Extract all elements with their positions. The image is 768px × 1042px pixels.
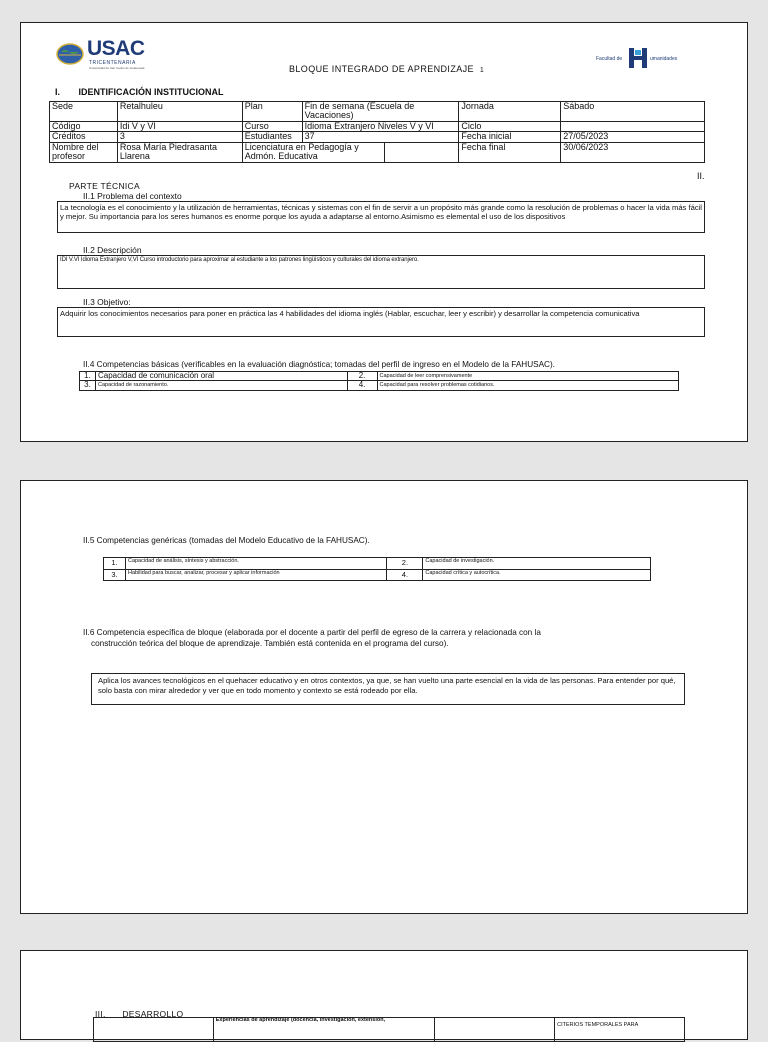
side-numeral: II. [697, 171, 705, 181]
table-row [50, 142, 705, 162]
section3-heading: III. DESARROLLO [95, 1009, 184, 1019]
competency-number: 3. [80, 381, 96, 390]
jornada-label: Jornada [459, 102, 561, 122]
empty-cell [94, 1018, 214, 1042]
humanidades-logo [596, 47, 706, 67]
carrera-value: Licenciatura en Pedagogía y Admón. Educativa [242, 142, 384, 162]
plan-label: Plan [242, 102, 302, 122]
fecha-final-value: 30/06/2023 [561, 142, 705, 162]
competency-text: Capacidad para resolver problemas cotidianos. [377, 381, 678, 390]
ii1-text: La tecnología es el conocimiento y la utilización de herramientas, técnicas y sistemas con el fin de servir a un propósito más grande como la resolución de problemas o hacer la vida más fácil y mejor. Su importancia para los seres humanos es enorme porque los ayuda a adaptarse al entorno.Asimismo es elemental el uso de los dispositivos [60, 203, 702, 222]
sede-label: Sede [50, 102, 118, 122]
table-row [94, 1018, 685, 1042]
competency-number: 4. [387, 569, 423, 581]
empty-cell [384, 142, 459, 162]
ii5-heading: II.5 Competencias genéricas (tomadas del Modelo Educativo de la FAHUSAC). [83, 536, 370, 545]
document-title: BLOQUE INTEGRADO DE APRENDIZAJE 1 [289, 64, 485, 74]
document-page-1 [20, 22, 748, 442]
identification-table [49, 101, 705, 163]
competency-number: 4. [347, 381, 377, 390]
ciclo-value [561, 121, 705, 131]
ii2-text-box [57, 255, 705, 289]
creditos-value: 3 [117, 132, 242, 142]
ii1-heading: II.1 Problema del contexto [83, 191, 182, 201]
globe-icon [55, 39, 85, 69]
competency-number: 2. [387, 558, 423, 570]
competency-text: Habilidad para buscar, analizar, procesar y aplicar información [125, 569, 386, 581]
usac-wordmark: USAC [87, 37, 145, 60]
ii2-text: IDI V.VI Idioma Extranjero V,VI Curso introductorio para aproximar al estudiante a los patrones lingüísticos y culturales del idioma extranjero. [60, 257, 419, 263]
codigo-value: Idi V y VI [117, 121, 242, 131]
jornada-value: Sábado [561, 102, 705, 122]
ii3-text: Adquirir los conocimientos necesarios para poner en práctica las 4 habilidades del idioma inglés (Hablar, escuchar, leer y escribir) y desarrollar la competencia comunicativa [60, 309, 640, 318]
empty-cell [435, 1018, 555, 1042]
table-row [80, 372, 679, 381]
usac-subtitle: TRICENTENARIA [89, 60, 136, 66]
experiencias-header: Experiencias de aprendizaje (docencia, investigación, extensión, [213, 1018, 435, 1042]
profesor-label: Nombre del profesor [50, 142, 118, 162]
parte-tecnica-heading: PARTE TÉCNICA [69, 181, 140, 191]
codigo-label: Código [50, 121, 118, 131]
ii3-heading: II.3 Objetivo: [83, 297, 131, 307]
competency-number: 3. [104, 569, 126, 581]
curso-value: Idioma Extranjero Niveles V y VI [302, 121, 459, 131]
ii4-heading: II.4 Competencias básicas (verificables en la evaluación diagnóstica; tomadas del perfil de ingreso en el Modelo de la FAHUSAC). [83, 360, 555, 369]
estudiantes-label: Estudiantes [242, 132, 302, 142]
competency-text: Capacidad crítica y autocrítica. [423, 569, 651, 581]
fecha-final-label: Fecha final [459, 142, 561, 162]
competency-number: 1. [104, 558, 126, 570]
document-page-2 [20, 480, 748, 914]
basic-competencies-table [79, 371, 679, 391]
ii6-text-box [91, 673, 685, 705]
usac-tagline: Universidad de San Carlos de Guatemala [89, 66, 145, 70]
competency-text: Capacidad de comunicación oral [95, 372, 347, 381]
ii2-heading: II.2 Descripción [83, 245, 142, 255]
ii1-text-box [57, 201, 705, 233]
table-row [50, 102, 705, 122]
ii6-heading: II.6 Competencia específica de bloque (elaborada por el docente a partir del perfil de egreso de la carrera y relacionada con la construcción teórica del bloque de aprendizaje. También está contenida en el programa del curso). [83, 628, 541, 649]
plan-value: Fin de semana (Escuela de Vacaciones) [302, 102, 459, 122]
profesor-value: Rosa María Piedrasanta Llarena [117, 142, 242, 162]
sede-value: Retalhuleu [117, 102, 242, 122]
usac-logo [55, 37, 175, 71]
fecha-inicial-value: 27/05/2023 [561, 132, 705, 142]
faculty-prefix: Facultad de [596, 56, 623, 62]
table-row [50, 121, 705, 131]
curso-label: Curso [242, 121, 302, 131]
fecha-inicial-label: Fecha inicial [459, 132, 561, 142]
table-row [104, 569, 651, 581]
development-table [93, 1017, 685, 1042]
competency-text: Capacidad de investigación. [423, 558, 651, 570]
table-row [104, 558, 651, 570]
table-row [80, 381, 679, 390]
competency-text: Capacidad de leer comprensivamente [377, 372, 678, 381]
criterios-header: CITERIOS TEMPORALES PARA [555, 1018, 685, 1042]
table-row [50, 132, 705, 142]
ii6-text: Aplica los avances tecnológicos en el quehacer educativo y en otros contextos, ya que, se han vuelto una parte esencial en la vida de las personas. Para entender por qué, solo basta con mirar alrededor y ver que en todo momento y contexto se está rodeado por ella. [98, 676, 676, 695]
competency-number: 1. [80, 372, 96, 381]
section1-heading: I. IDENTIFICACIÓN INSTITUCIONAL [55, 87, 224, 97]
creditos-label: Créditos [50, 132, 118, 142]
h-emblem-icon [627, 47, 649, 69]
competency-text: Capacidad de razonamiento. [95, 381, 347, 390]
document-page-3 [20, 950, 748, 1040]
competency-number: 2. [347, 372, 377, 381]
generic-competencies-table [103, 557, 651, 581]
estudiantes-value: 37 [302, 132, 459, 142]
ii3-text-box [57, 307, 705, 337]
competency-text: Capacidad de análisis, síntesis y abstracción. [125, 558, 386, 570]
faculty-suffix: umanidades [650, 56, 678, 62]
ciclo-label: Ciclo [459, 121, 561, 131]
